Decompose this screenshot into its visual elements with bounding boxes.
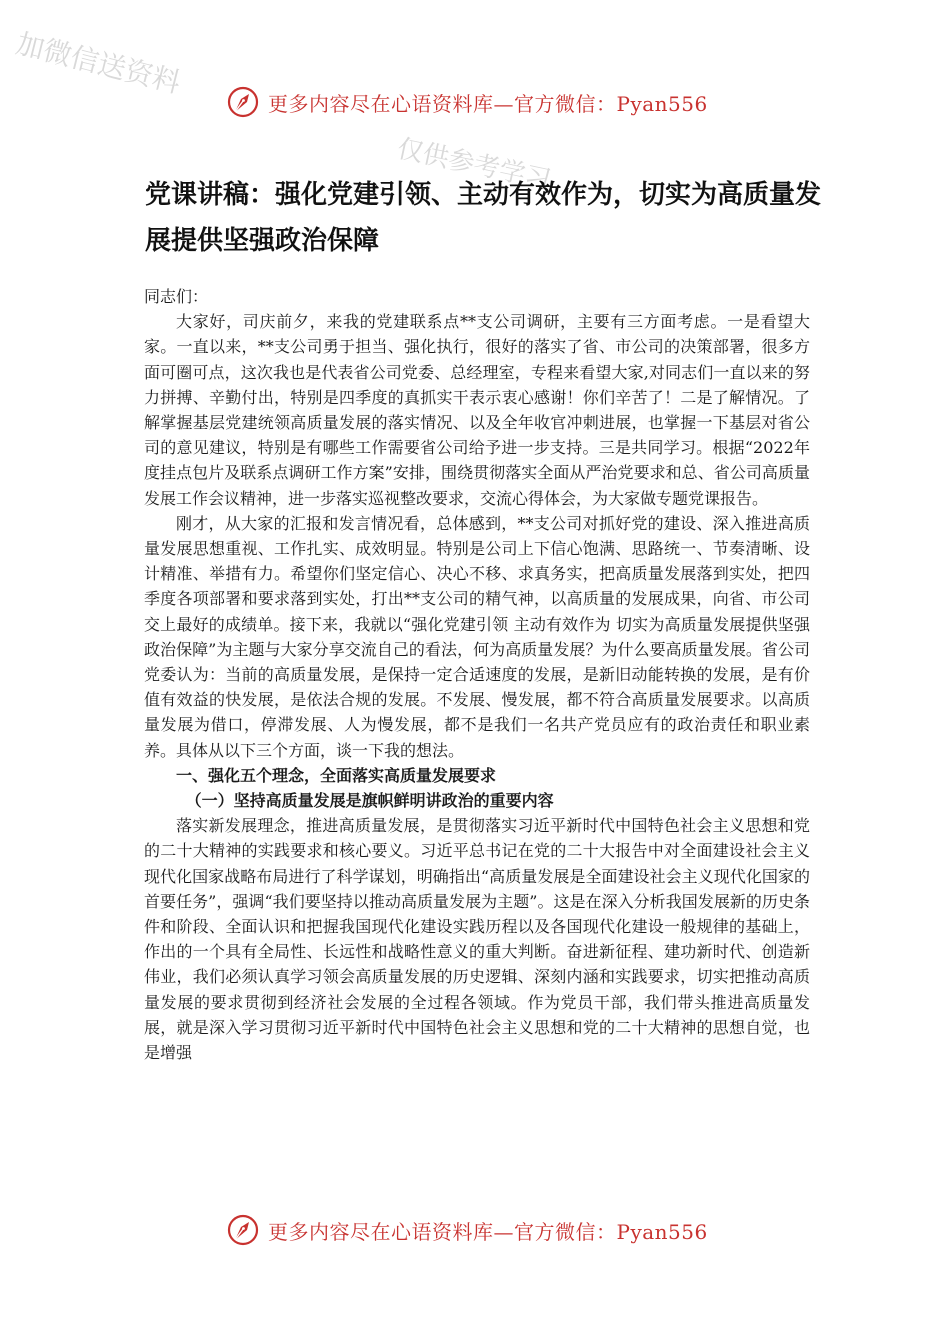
paragraph: 大家好，司庆前夕，来我的党建联系点**支公司调研，主要有三方面考虑。一是看望大家。一直以来，**支公司勇于担当、强化执行，很好的落实了省、市公司的决策部署，很多方面可圈可点，这次我也是代表省公司党委、总经理室，专程来看望大家,对同志们一直以来的努力拼搏、辛勤付出，特别是四季度的真抓实干表示衷心感谢！你们辛苦了！二是了解情况。了解掌握基层党建统领高质量发展的落实情况、以及全年收官冲刺进展，也掌握一下基层对省公司的意见建议，特别是有哪些工作需要省公司给予进一步支持。三是共同学习。根据“2022年度挂点包片及联系点调研工作方案”安排，围绕贯彻落实全面从严治党要求和总、省公司高质量发展工作会议精神，进一步落实巡视整改要求，交流心得体会，为大家做专题党课报告。: [144, 312, 810, 508]
document-title: 党课讲稿：强化党建引领、主动有效作为，切实为高质量发展提供坚强政治保障: [145, 180, 822, 256]
footer-banner: [226, 1210, 708, 1250]
pen-nib-logo-icon: [226, 1213, 260, 1247]
banner-text: 更多内容尽在心语资料库—官方微信：Pyan556: [268, 91, 708, 116]
section-heading: 一、强化五个理念，全面落实高质量发展要求: [176, 765, 497, 785]
banner-text: 更多内容尽在心语资料库—官方微信：Pyan556: [268, 1219, 708, 1244]
paragraph: 落实新发展理念，推进高质量发展，是贯彻落实习近平新时代中国特色社会主义思想和党的二十大精神的实践要求和核心要义。习近平总书记在党的二十大报告中对全面建设社会主义现代化国家战略布局进行了科学谋划，明确指出“高质量发展是全面建设社会主义现代化国家的首要任务”，强调“我们要坚持以推动高质量发展为主题”。这是在深入分析我国发展新的历史条件和阶段、全面认识和把握我国现代化建设实践历程以及各国现代化建设一般规律的基础上，作出的一个具有全局性、长远性和战略性意义的重大判断。奋进新征程、建功新时代、创造新伟业，我们必须认真学习领会高质量发展的历史逻辑、深刻内涵和实践要求，切实把推动高质量发展的要求贯彻到经济社会发展的全过程各领域。作为党员干部，我们带头推进高质量发展，就是深入学习贯彻习近平新时代中国特色社会主义思想和党的二十大精神的思想自觉，也是增强: [144, 816, 810, 1063]
header-banner: [226, 82, 708, 122]
watermark-top-center: 仅供参考学习: [394, 133, 554, 196]
document-body: [144, 284, 810, 1065]
subsection-heading: （一）坚持高质量发展是旗帜鲜明讲政治的重要内容: [185, 791, 554, 811]
pen-nib-logo-icon: [226, 85, 260, 119]
salutation: 同志们：: [144, 287, 209, 306]
paragraph: 刚才，从大家的汇报和发言情况看，总体感到，**支公司对抓好党的建设、深入推进高质量发展思想重视、工作扎实、成效明显。特别是公司上下信心饱满、思路统一、节奏清晰、设计精准、举措有力。希望你们坚定信心、决心不移、求真务实，把高质量发展落到实处，把四季度各项部署和要求落到实处，打出**支公司的精气神，以高质量的发展成果，向省、市公司交上最好的成绩单。接下来，我就以“强化党建引领 主动有效作为 切实为高质量发展提供坚强政治保障”为主题与大家分享交流自己的看法，何为高质量发展？为什么要高质量发展。省公司党委认为：当前的高质量发展，是保持一定合适速度的发展，是新旧动能转换的发展，是有价值有效益的快发展，是依法合规的发展。不发展、慢发展，都不符合高质量发展要求。以高质量发展为借口，停滞发展、人为慢发展，都不是我们一名共产党员应有的政治责任和职业素养。具体从以下三个方面，谈一下我的想法。: [144, 513, 810, 760]
watermark-top-left: 加微信送资料: [12, 26, 184, 100]
